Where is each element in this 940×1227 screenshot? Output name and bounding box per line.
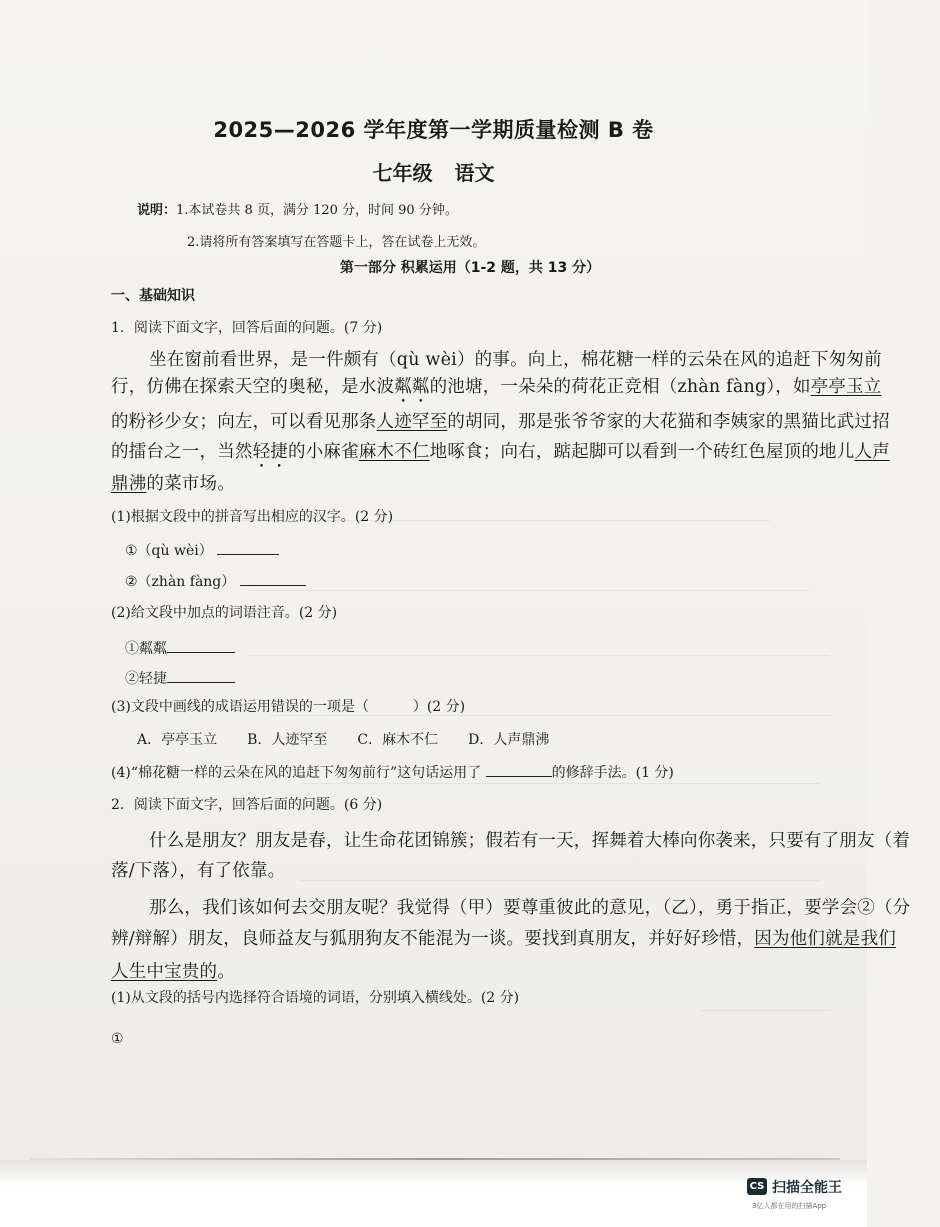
answer-blank[interactable] [167,668,235,683]
section-title: 一、基础知识 [111,288,195,304]
show-through-line [300,783,820,784]
idiom-tingting-yuli: 亭亭玉立 [810,377,882,397]
idiom-rensheng-part-1: 人声 [854,442,890,462]
scan-footer-band [0,1160,867,1227]
q2-passage-line-5: 人生中宝贵的。 [111,962,235,982]
q1-sub2-item-b: ②轻捷 [125,668,235,688]
q1-passage-line-5: 鼎沸的菜市场。 [111,474,235,494]
instructions-line-1: 说明：1.本试卷共 8 页，满分 120 分，时间 90 分钟。 [137,203,458,218]
answer-blank[interactable] [217,540,279,555]
q1-passage-line-2: 行，仿佛在探索天空的奥秘，是水波粼粼的池塘，一朵朵的荷花正竞相（zhàn fàng），如亭亭玉立 [111,377,882,397]
q1-sub1-item-b: ②（zhàn fàng） [125,571,306,591]
question-1-stem: 1．阅读下面文字，回答后面的问题。(7 分) [111,320,383,336]
q2-underlined-phrase-part-1: 因为他们就是我们 [754,929,896,949]
q2-passage-line-3: 那么，我们该如何去交朋友呢？我觉得（甲）要尊重彼此的意见，（乙），勇于指正，要学会②（分 [149,898,911,918]
q1-sub1-item-a: ①（qù wèi） [125,540,279,560]
show-through-line [250,655,830,656]
option-b[interactable]: B．人迹罕至 [247,732,328,748]
exam-subtitle [0,157,867,186]
option-d[interactable]: D．人声鼎沸 [468,732,550,748]
show-through-line [250,590,810,591]
q2-passage-line-2: 落/下落），有了依靠。 [111,861,286,881]
subject-label: 语文 [454,161,495,185]
exam-title: 2025—2026 学年度第一学期质量检测 B 卷 [213,118,654,142]
option-a[interactable]: A．亭亭玉立 [137,732,218,748]
show-through-line [170,520,770,521]
camscanner-tagline: 3亿人都在用的扫描App [752,1202,827,1210]
q2-sub1-item-a: ① [111,1031,124,1047]
answer-blank[interactable] [167,638,235,653]
answer-blank[interactable] [486,762,552,777]
q1-sub3-options [137,729,549,749]
q1-passage-line-1: 坐在窗前看世界，是一件颇有（qù wèi）的事。向上，棉花糖一样的云朵在风的追赶下匆匆前 [149,350,882,370]
dotted-word-qingjie: 轻捷 [252,442,289,462]
instructions-label: 说明： [137,203,177,218]
q1-sub4-stem: (4)“棉花糖一样的云朵在风的追赶下匆匆前行”这句话运用了 的修辞手法。(1 分) [111,762,674,782]
dotted-word-linlin: 粼粼 [394,377,430,397]
q2-sub1-stem: (1)从文段的括号内选择符合语境的词语，分别填入横线处。(2 分) [111,990,520,1006]
q1-sub2-stem: (2)给文段中加点的词语注音。(2 分) [111,605,338,621]
q1-sub1-stem: (1)根据文段中的拼音写出相应的汉字。(2 分) [111,509,394,525]
part-one-title: 第一部分 积累运用（1-2 题，共 13 分） [339,260,601,276]
show-through-line [270,715,830,716]
instructions-line-2: 2.请将所有答案填写在答题卡上，答在试卷上无效。 [187,235,486,250]
q1-sub2-item-a: ①粼粼 [125,638,235,658]
answer-blank[interactable] [240,571,306,586]
grade-label: 七年级 [372,161,433,185]
q2-passage-line-1: 什么是朋友？朋友是春，让生命花团锦簇；假若有一天，挥舞着大棒向你袭来，只要有了朋友（着 [149,831,911,851]
camscanner-logo-icon: CS [747,1178,767,1195]
q1-passage-line-4: 的擂台之一，当然轻捷的小麻雀麻木不仁地啄食；向右，踮起脚可以看到一个砖红色屋顶的地儿人声 [111,442,890,462]
show-through-line [700,1010,830,1011]
q1-sub3-stem: (3)文段中画线的成语运用错误的一项是（ ）(2 分) [111,699,466,715]
q2-underlined-phrase-part-2: 人生中宝贵的 [111,962,218,982]
idiom-renji-hanzhi: 人迹罕至 [376,412,448,432]
question-2-stem: 2．阅读下面文字，回答后面的问题。(6 分) [111,797,383,813]
option-c[interactable]: C．麻木不仁 [357,732,439,748]
idiom-mamu-buren: 麻木不仁 [358,442,430,462]
q2-passage-line-4: 辨/辩解）朋友，良师益友与狐朋狗友不能混为一谈。要找到真朋友，并好好珍惜，因为他们就是我们 [111,929,896,949]
camscanner-app-name: 扫描全能王 [772,1180,842,1196]
q1-passage-line-3: 的粉衫少女；向左，可以看见那条人迹罕至的胡同，那是张爷爷家的大花猫和李姨家的黑猫比武过招 [111,412,890,432]
show-through-line [300,880,820,881]
idiom-rensheng-part-2: 鼎沸 [111,474,147,494]
